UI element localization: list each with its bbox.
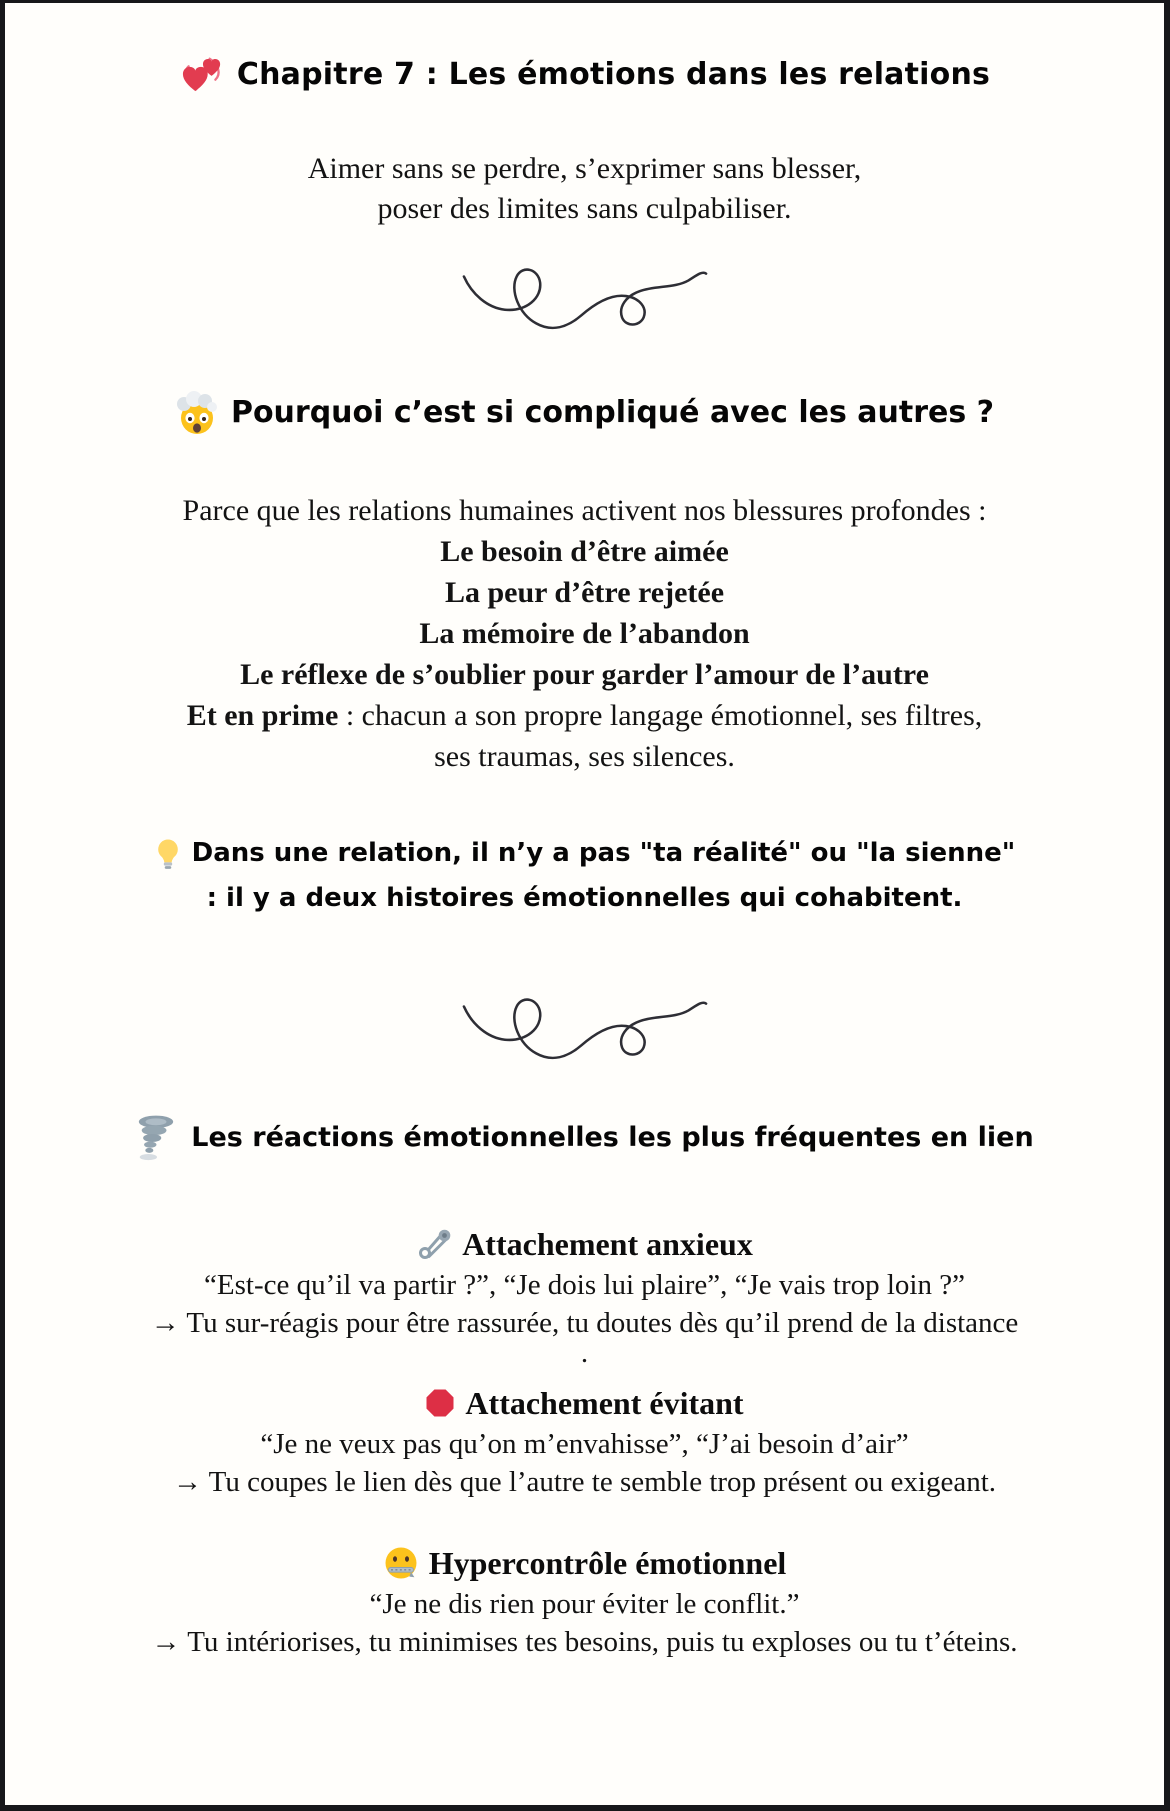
section-reactions-heading — [5, 1114, 1164, 1162]
wound-item: Le réflexe de s’oublier pour garder l’amour de l’autre — [240, 658, 929, 691]
why-extra-rest: : chacun a son propre langage émotionnel, ses filtres, — [338, 699, 983, 732]
why-extra-line — [5, 695, 1164, 736]
reaction-avoidant-quotes: “Je ne veux pas qu’on m’envahisse”, “J’ai besoin d’air” — [260, 1428, 909, 1460]
section-why-heading — [5, 390, 1164, 436]
squiggle-line-icon — [457, 257, 713, 340]
tip-line-1 — [5, 831, 1164, 876]
reaction-overcontrol-quotes: “Je ne dis rien pour éviter le conflit.” — [369, 1588, 800, 1620]
chapter-title-text: Chapitre 7 : Les émotions dans les relations — [236, 56, 991, 92]
reaction-anxious-title: Attachement anxieux — [462, 1226, 753, 1262]
chapter-title — [5, 53, 1164, 95]
tornado-icon — [135, 1114, 177, 1162]
revolving-hearts-icon — [179, 53, 225, 95]
tip-callout — [5, 831, 1164, 921]
chapter-subtitle — [5, 149, 1164, 229]
reaction-avoidant-arrow: → Tu coupes le lien dès que l’autre te semble trop présent ou exigeant. — [172, 1466, 997, 1498]
flourish-divider-top — [5, 257, 1164, 340]
reaction-overcontrol-title-row — [5, 1541, 1164, 1585]
reaction-anxious-trailing-dot: . — [580, 1337, 589, 1369]
reaction-block-overcontrol — [5, 1541, 1164, 1661]
why-intro: Parce que les relations humaines activent nos blessures profondes : — [182, 494, 987, 527]
reaction-block-anxious — [5, 1222, 1164, 1369]
wound-item: La peur d’être rejetée — [444, 576, 725, 609]
wound-item: La mémoire de l’abandon — [419, 617, 750, 650]
reaction-overcontrol-title: Hypercontrôle émotionnel — [428, 1545, 787, 1581]
zipper-mouth-icon — [383, 1545, 419, 1581]
squiggle-line-icon — [457, 987, 713, 1070]
tip-text-1: Dans une relation, il n’y a pas "ta réalité" ou "la sienne" — [191, 838, 1016, 868]
reaction-anxious-arrow: → Tu sur-réagis pour être rassurée, tu doutes dès qu’il prend de la distance — [150, 1307, 1019, 1339]
reaction-anxious-title-row — [5, 1222, 1164, 1266]
reaction-avoidant-title: Attachement évitant — [465, 1385, 744, 1421]
reaction-overcontrol-arrow: → Tu intériorises, tu minimises tes besoins, puis tu exploses ou tu t’éteins. — [151, 1626, 1018, 1658]
light-bulb-icon — [154, 837, 182, 871]
exploding-head-icon — [175, 391, 219, 435]
wound-item: Le besoin d’être aimée — [440, 535, 729, 568]
reaction-anxious-quotes: “Est-ce qu’il va partir ?”, “Je dois lui plaire”, “Je vais trop loin ?” — [204, 1269, 965, 1301]
section-reactions-heading-text: Les réactions émotionnelles les plus fréquentes en lien — [191, 1122, 1034, 1153]
safety-pin-icon — [416, 1226, 452, 1262]
document-page — [5, 3, 1164, 1805]
stop-sign-icon — [425, 1388, 455, 1418]
why-extra-line-2: ses traumas, ses silences. — [434, 740, 735, 773]
reaction-block-avoidant — [5, 1381, 1164, 1501]
flourish-divider-bottom — [5, 987, 1164, 1070]
section-why-heading-text: Pourquoi c’est si compliqué avec les autres ? — [230, 395, 995, 430]
subtitle-line-2: poser des limites sans culpabiliser. — [377, 192, 792, 225]
tip-text-2: : il y a deux histoires émotionnelles qui cohabitent. — [206, 883, 963, 913]
subtitle-line-1: Aimer sans se perdre, s’exprimer sans blesser, — [307, 152, 862, 185]
reaction-avoidant-title-row — [5, 1381, 1164, 1425]
why-extra-bold: Et en prime — [186, 699, 339, 732]
why-paragraph — [5, 490, 1164, 777]
